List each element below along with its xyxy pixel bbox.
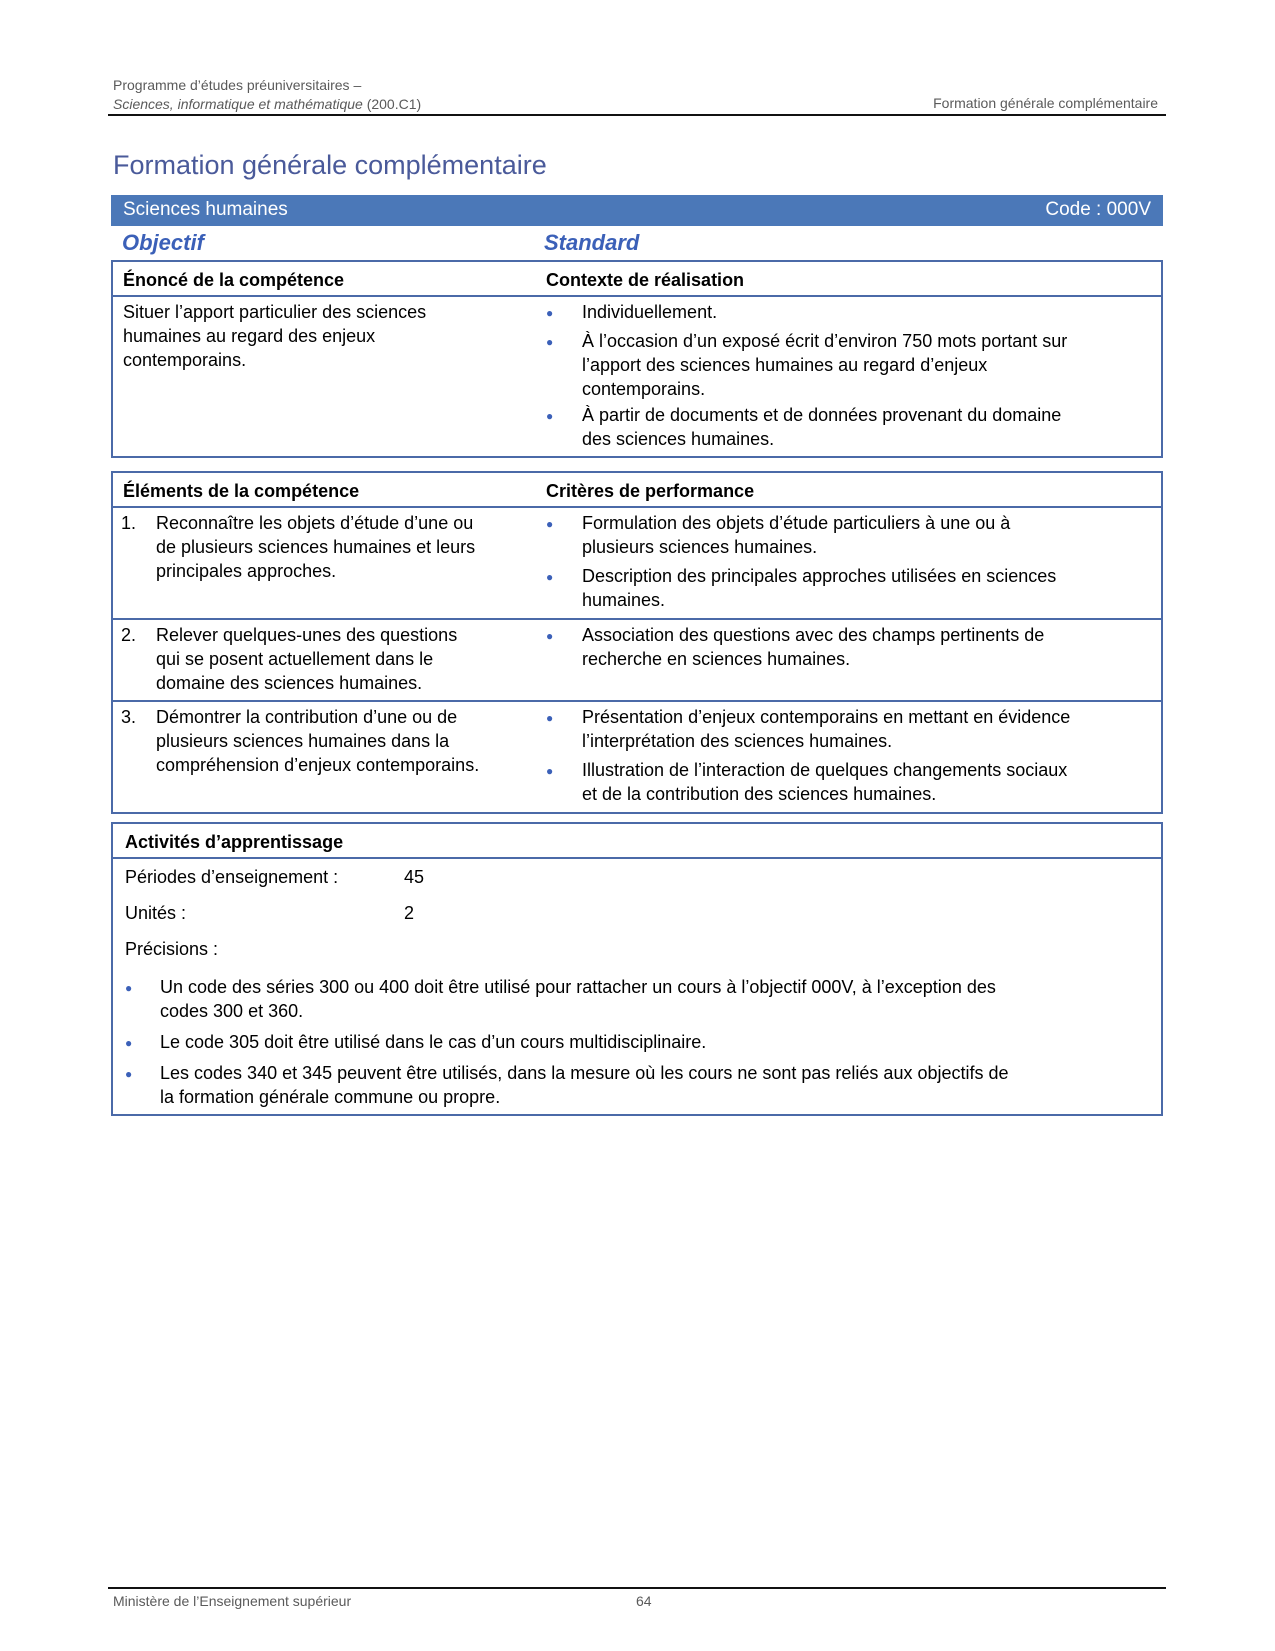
unites-value: 2: [404, 903, 415, 923]
element-line: domaine des sciences humaines.: [156, 673, 423, 693]
enonce-line: Situer l’apport particulier des sciences: [123, 302, 427, 322]
critere-line: recherche en sciences humaines.: [582, 649, 851, 669]
enonce-line: humaines au regard des enjeux: [123, 326, 376, 346]
running-header: [113, 76, 421, 114]
contexte-item: [582, 300, 717, 324]
bullet-icon: ●: [546, 306, 554, 320]
unites-label: Unités :: [125, 903, 187, 923]
bullet-icon: ●: [546, 711, 554, 725]
footer-ministry: Ministère de l’Enseignement supérieur: [113, 1593, 352, 1609]
header-divider: [108, 114, 1166, 116]
precision-item: [160, 975, 996, 1023]
elements-heading: Éléments de la compétence: [123, 481, 360, 501]
contexte-line: À partir de documents et de données provenant du domaine: [582, 405, 1062, 425]
header-program-code: (200.C1): [362, 96, 422, 112]
contexte-line: Individuellement.: [582, 302, 718, 322]
contexte-line: des sciences humaines.: [582, 429, 775, 449]
contexte-item: [582, 329, 1067, 401]
precision-item: [160, 1030, 706, 1054]
bullet-icon: ●: [125, 981, 133, 995]
critere-line: humaines.: [582, 590, 666, 610]
bullet-icon: ●: [546, 764, 554, 778]
element-number: 2.: [121, 625, 137, 645]
critere-line: Illustration de l’interaction de quelques changements sociaux: [582, 760, 1068, 780]
critere-item: [582, 705, 1070, 753]
competence-table: [111, 260, 1163, 458]
activites-table: [111, 822, 1163, 1116]
element-line: plusieurs sciences humaines dans la: [156, 731, 450, 751]
discipline-code: Code : 000V: [1045, 199, 1151, 220]
critere-item: [582, 758, 1067, 806]
bullet-icon: ●: [546, 409, 554, 423]
contexte-item: [582, 403, 1061, 451]
critere-line: Description des principales approches utilisées en sciences: [582, 566, 1057, 586]
activites-heading: Activités d’apprentissage: [125, 832, 344, 852]
contexte-line: l’apport des sciences humaines au regard d’enjeux: [582, 355, 988, 375]
bullet-icon: ●: [546, 570, 554, 584]
precision-line: Un code des séries 300 ou 400 doit être utilisé pour rattacher un cours à l’objectif 000V, à l’exception des: [160, 977, 996, 997]
element-line: Démontrer la contribution d’une ou de: [156, 707, 458, 727]
element-number: 1.: [121, 513, 137, 533]
page-title: Formation générale complémentaire: [113, 150, 547, 180]
precisions-label: Précisions :: [125, 939, 219, 959]
discipline-band: [111, 195, 1163, 226]
enonce-line: contemporains.: [123, 350, 247, 370]
critere-line: Présentation d’enjeux contemporains en mettant en évidence: [582, 707, 1071, 727]
elements-table: [111, 471, 1163, 814]
header-program-name: [113, 95, 421, 114]
element-text: [156, 511, 475, 583]
contexte-heading: Contexte de réalisation: [546, 270, 745, 290]
critere-item: [582, 511, 1010, 559]
competence-divider: [113, 295, 1161, 297]
activites-divider: [113, 857, 1161, 859]
row-divider: [113, 618, 1161, 620]
critere-line: et de la contribution des sciences humaines.: [582, 784, 937, 804]
header-program-italic: Sciences, informatique et mathématique: [113, 96, 363, 112]
contexte-line: À l’occasion d’un exposé écrit d’environ 750 mots portant sur: [582, 331, 1068, 351]
element-line: Relever quelques-unes des questions: [156, 625, 458, 645]
element-line: compréhension d’enjeux contemporains.: [156, 755, 480, 775]
precision-item: [160, 1061, 1009, 1109]
critere-line: Formulation des objets d’étude particuliers à une ou à: [582, 513, 1011, 533]
element-text: [156, 705, 479, 777]
bullet-icon: ●: [125, 1067, 133, 1081]
critere-line: l’interprétation des sciences humaines.: [582, 731, 893, 751]
precision-line: codes 300 et 360.: [160, 1001, 304, 1021]
element-line: Reconnaître les objets d’étude d’une ou: [156, 513, 474, 533]
enonce-heading: Énoncé de la compétence: [123, 270, 345, 290]
enonce-text: [123, 300, 426, 372]
row-divider: [113, 700, 1161, 702]
standard-heading: Standard: [544, 230, 640, 255]
page-number: 64: [636, 1593, 652, 1609]
element-text: [156, 623, 457, 695]
periodes-value: 45: [404, 867, 425, 887]
bullet-icon: ●: [546, 517, 554, 531]
bullet-icon: ●: [546, 335, 554, 349]
element-number: 3.: [121, 707, 137, 727]
element-line: qui se posent actuellement dans le: [156, 649, 434, 669]
critere-line: plusieurs sciences humaines.: [582, 537, 818, 557]
header-program: Programme d’études préuniversitaires –: [113, 77, 362, 93]
discipline-name: Sciences humaines: [123, 199, 288, 220]
precision-line: Les codes 340 et 345 peuvent être utilisés, dans la mesure où les cours ne sont pas reliés aux objectifs de: [160, 1063, 1009, 1083]
header-section: Formation générale complémentaire: [933, 95, 1158, 111]
precision-line: la formation générale commune ou propre.: [160, 1087, 501, 1107]
critere-line: Association des questions avec des champs pertinents de: [582, 625, 1045, 645]
critere-item: [582, 623, 1044, 671]
footer-divider: [108, 1587, 1166, 1589]
element-line: de plusieurs sciences humaines et leurs: [156, 537, 476, 557]
criteres-heading: Critères de performance: [546, 481, 755, 501]
bullet-icon: ●: [546, 629, 554, 643]
critere-item: [582, 564, 1056, 612]
element-line: principales approches.: [156, 561, 337, 581]
objectif-heading: Objectif: [122, 230, 204, 255]
precision-line: Le code 305 doit être utilisé dans le cas d’un cours multidisciplinaire.: [160, 1032, 707, 1052]
bullet-icon: ●: [125, 1036, 133, 1050]
elements-divider: [113, 506, 1161, 508]
periodes-label: Périodes d’enseignement :: [125, 867, 339, 887]
contexte-line: contemporains.: [582, 379, 706, 399]
